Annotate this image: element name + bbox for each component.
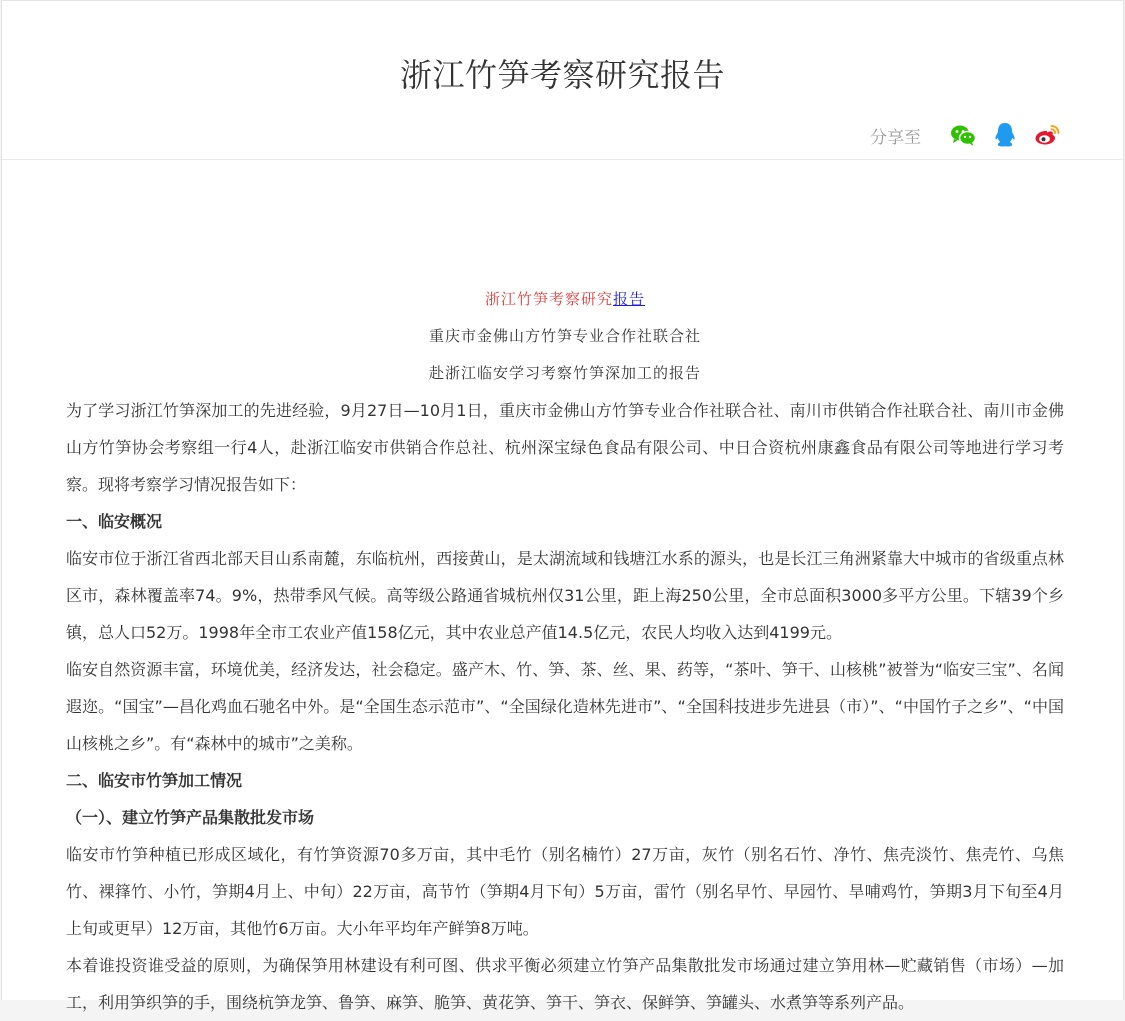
qq-icon[interactable] [991,121,1019,149]
report-link[interactable]: 报告 [613,290,646,308]
section2-subheading-1: （一）、建立竹笋产品集散批发市场 [66,808,315,827]
section1-heading: 一、临安概况 [66,512,163,531]
section2-paragraph-2: 本着谁投资谁受益的原则，为确保笋用林建设有利可图、供求平衡必须建立竹笋产品集散批发市场通过建立笋用林—贮藏销售（市场）—加工，利用笋织笋的手，围绕杭笋龙笋、鲁笋、麻笋、脆笋、黄花笋、笋干、笋衣、保鲜笋、笋罐头、水煮笋等系列产品。 [66,956,1064,1012]
article-title-red: 浙江竹笋考察研究 [484,290,613,308]
section2-paragraph-1: 临安市竹笋种植已形成区域化，有竹笋资源70多万亩，其中毛竹（别名楠竹）27万亩，灰竹（别名石竹、净竹、焦壳淡竹、焦壳竹、乌焦竹、裸箨竹、小竹，笋期4月上、中旬）22万亩，高节竹（笋期4月下旬）5万亩，雷竹（别名早竹、早园竹、旱哺鸡竹，笋期3月下旬至4月上旬或更早）12万亩，其他竹6万亩。大小年平均年产鲜笋8万吨。 [66,845,1064,938]
wechat-icon[interactable] [949,121,977,149]
article-header [2,1,1123,160]
section1-paragraph-1: 临安市位于浙江省西北部天目山系南麓，东临杭州，西接黄山，是太湖流域和钱塘江水系的源头，也是长江三角洲紧靠大中城市的省级重点林区市，森林覆盖率74。9%，热带季风气候。高等级公路通省城杭州仅31公里，距上海250公里，全市总面积3000多平方公里。下辖39个乡镇，总人口52万。1998年全市工农业产值158亿元，其中农业总产值14.5亿元，农民人均收入达到4199元。 [66,549,1064,642]
weibo-icon[interactable] [1033,121,1061,149]
share-bar [870,121,1061,149]
section2-heading: 二、临安市竹笋加工情况 [66,771,243,790]
page [1,0,1124,1012]
article-subtitle-3: 赴浙江临安学习考察竹笋深加工的报告 [428,364,701,382]
page-title: 浙江竹笋考察研究报告 [399,56,725,94]
section1-paragraph-2: 临安自然资源丰富，环境优美，经济发达，社会稳定。盛产木、竹、笋、茶、丝、果、药等，“茶叶、笋干、山核桃”被誉为“临安三宝”、名闻遐迩。“国宝”—昌化鸡血石驰名中外。是“全国生态示范市”、“全国绿化造林先进市”、“全国科技进步先进县（市）”、“中国竹子之乡”、“中国山核桃之乡”。有“森林中的城市”之美称。 [66,660,1064,753]
article-subtitle-2: 重庆市金佛山方竹笋专业合作社联合社 [428,327,701,345]
share-label: 分享至 [870,127,921,148]
article-subtitle-1 [66,281,1064,318]
article-body [66,281,1064,1021]
intro-paragraph: 为了学习浙江竹笋深加工的先进经验，9月27日—10月1日，重庆市金佛山方竹笋专业合作社联合社、南川市供销合作社联合社、南川市金佛山方竹笋协会考察组一行4人，赴浙江临安市供销合作总社、杭州深宝绿色食品有限公司、中日合资杭州康鑫食品有限公司等地进行学习考察。现将考察学习情况报告如下： [66,401,1064,494]
